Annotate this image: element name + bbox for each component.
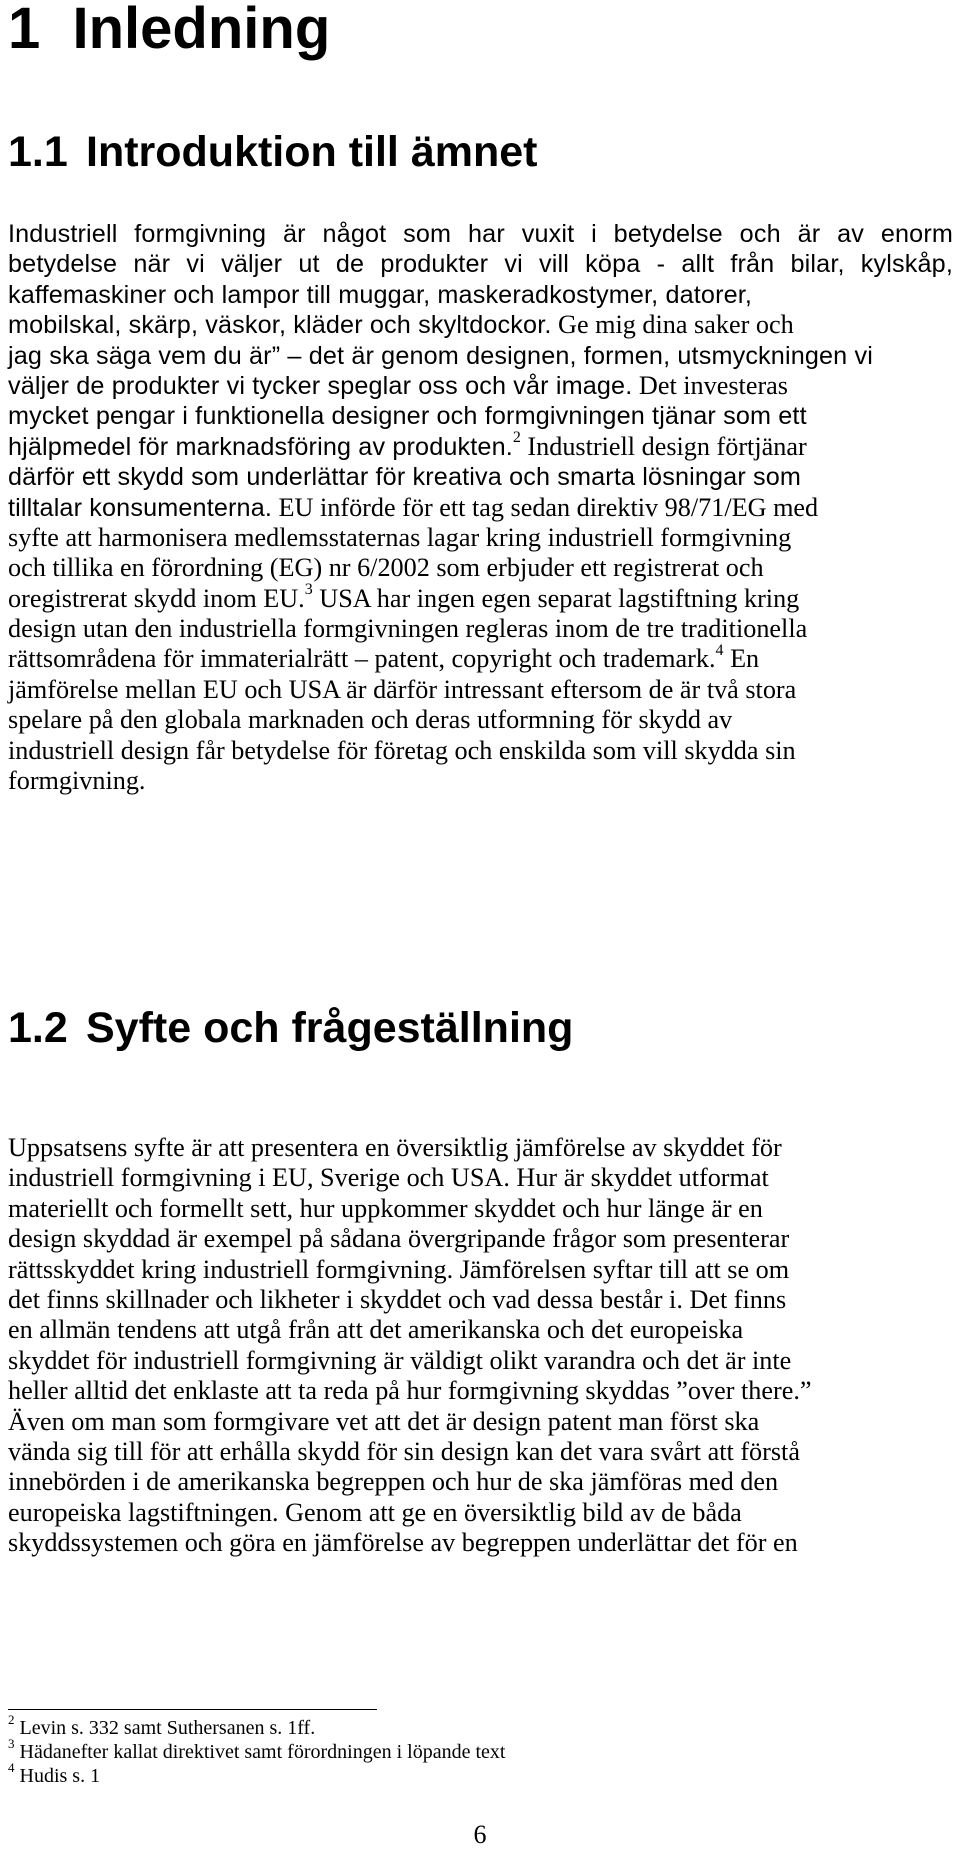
text-line: mobilskal, skärp, väskor, kläder och skyltdockor. Ge mig dina saker och (8, 310, 794, 340)
text-line: industriell design får betydelse för företag och enskilda som vill skydda sin (8, 735, 796, 765)
section-title: Syfte och frågeställning (86, 1004, 574, 1052)
chapter-title: Inledning (72, 0, 331, 61)
text-line: kaffemaskiner och lampor till muggar, maskeradkostymer, datorer, (8, 280, 753, 309)
text-line: skyddet för industriell formgivning är väldigt olikt varandra och det är inte (8, 1345, 792, 1375)
purpose-paragraph (8, 1133, 953, 1558)
text-line: design utan den industriella formgivningen regleras inom de tre traditionella (8, 614, 808, 644)
text-line: väljer de produkter vi tycker speglar oss och vår image. Det investeras (8, 370, 788, 400)
text-line: skyddssystemen och göra en jämförelse av begreppen underlättar det för en (8, 1528, 798, 1558)
text-line: betydelse när vi väljer ut de produkter vi vill köpa - allt från bilar, kylskåp, (8, 250, 953, 279)
footnote (8, 1712, 505, 1740)
text-line: rättsområdena för immaterialrätt – patent, copyright och trademark.$^4$ En (8, 641, 760, 674)
footnote-text: Hädanefter kallat direktivet samt förordningen i löpande text (14, 1741, 506, 1763)
intro-paragraph (8, 219, 953, 796)
chapter-number: 1 (8, 0, 41, 61)
chapter-heading (8, 0, 330, 64)
footnote (8, 1760, 505, 1788)
footnote-ref: 3 (304, 580, 313, 598)
text-line: europeiska lagstiftningen. Genom att ge en översiktlig bild av de båda (8, 1497, 742, 1527)
text-line: Uppsatsens syfte är att presentera en översiktlig jämförelse av skyddet för (8, 1133, 782, 1162)
footnote-number: 2 (8, 1712, 15, 1728)
text-line: det finns skillnader och likheter i skyddet och vad dessa består i. Det finns (8, 1284, 787, 1314)
section-number: 1.2 (8, 1004, 68, 1052)
text-line: rättsskyddet kring industriell formgivning. Jämförelsen syftar till att se om (8, 1254, 790, 1284)
text-line: Även om man som formgivare vet att det är design patent man först ska (8, 1406, 760, 1436)
text-line: formgivning. (8, 766, 146, 796)
text-line: oregistrerat skydd inom EU.$^3$ USA har ingen egen separat lagstiftning kring (8, 580, 800, 613)
section-heading-1-2 (8, 1000, 573, 1056)
section-heading-1-1 (8, 124, 537, 180)
text-line: därför ett skydd som underlättar för kreativa och smarta lösningar som (8, 463, 802, 492)
text-line: materiellt och formellt sett, hur uppkommer skyddet och hur länge är en (8, 1193, 763, 1223)
text-line: mycket pengar i funktionella designer och formgivningen tjänar som ett (8, 402, 807, 431)
footnote-text: Levin s. 332 samt Suthersanen s. 1ff. (14, 1717, 316, 1739)
footnotes (8, 1712, 506, 1788)
text-line: innebörden i de amerikanska begreppen och hur de ska jämföras med den (8, 1467, 779, 1497)
text-line: och tillika en förordning (EG) nr 6/2002 som erbjuder ett registrerat och (8, 553, 764, 583)
footnote (8, 1736, 506, 1764)
text-line: heller alltid det enklaste att ta reda på hur formgivning skyddas ”over there.” (8, 1376, 812, 1406)
text-line: tilltalar konsumenterna. EU införde för ett tag sedan direktiv 98/71/EG med (8, 492, 819, 522)
text-line: hjälpmedel för marknadsföring av produkten.$^2$ Industriell design förtjänar (8, 429, 807, 461)
text-line: jag ska säga vem du är” – det är genom designen, formen, utsmyckningen vi (8, 341, 873, 370)
text-line: vända sig till för att erhålla skydd för sin design kan det vara svårt att förstå (8, 1436, 800, 1466)
footnote-separator (8, 1709, 377, 1710)
text-line: en allmän tendens att utgå från att det amerikanska och det europeiska (8, 1315, 744, 1345)
text-line: design skyddad är exempel på sådana övergripande frågor som presenterar (8, 1224, 790, 1254)
text-line: spelare på den globala marknaden och deras utformning för skydd av (8, 705, 733, 735)
footnote-number: 3 (8, 1736, 15, 1752)
section-number: 1.1 (8, 128, 68, 176)
text-line: industriell formgivning i EU, Sverige och USA. Hur är skyddet utformat (8, 1163, 769, 1193)
text-line: jämförelse mellan EU och USA är därför intressant eftersom de är två stora (8, 674, 797, 704)
footnote-text: Hudis s. 1 (14, 1765, 101, 1787)
footnote-ref: 4 (715, 641, 724, 659)
page-number: 6 (473, 1820, 487, 1849)
footnote-ref: 2 (512, 429, 521, 446)
text-line: Industriell formgivning är något som har vuxit i betydelse och är av enorm (8, 220, 953, 248)
section-title: Introduktion till ämnet (86, 128, 538, 176)
footnote-number: 4 (8, 1760, 15, 1776)
text-line: syfte att harmonisera medlemsstaternas lagar kring industriell formgivning (8, 522, 792, 552)
